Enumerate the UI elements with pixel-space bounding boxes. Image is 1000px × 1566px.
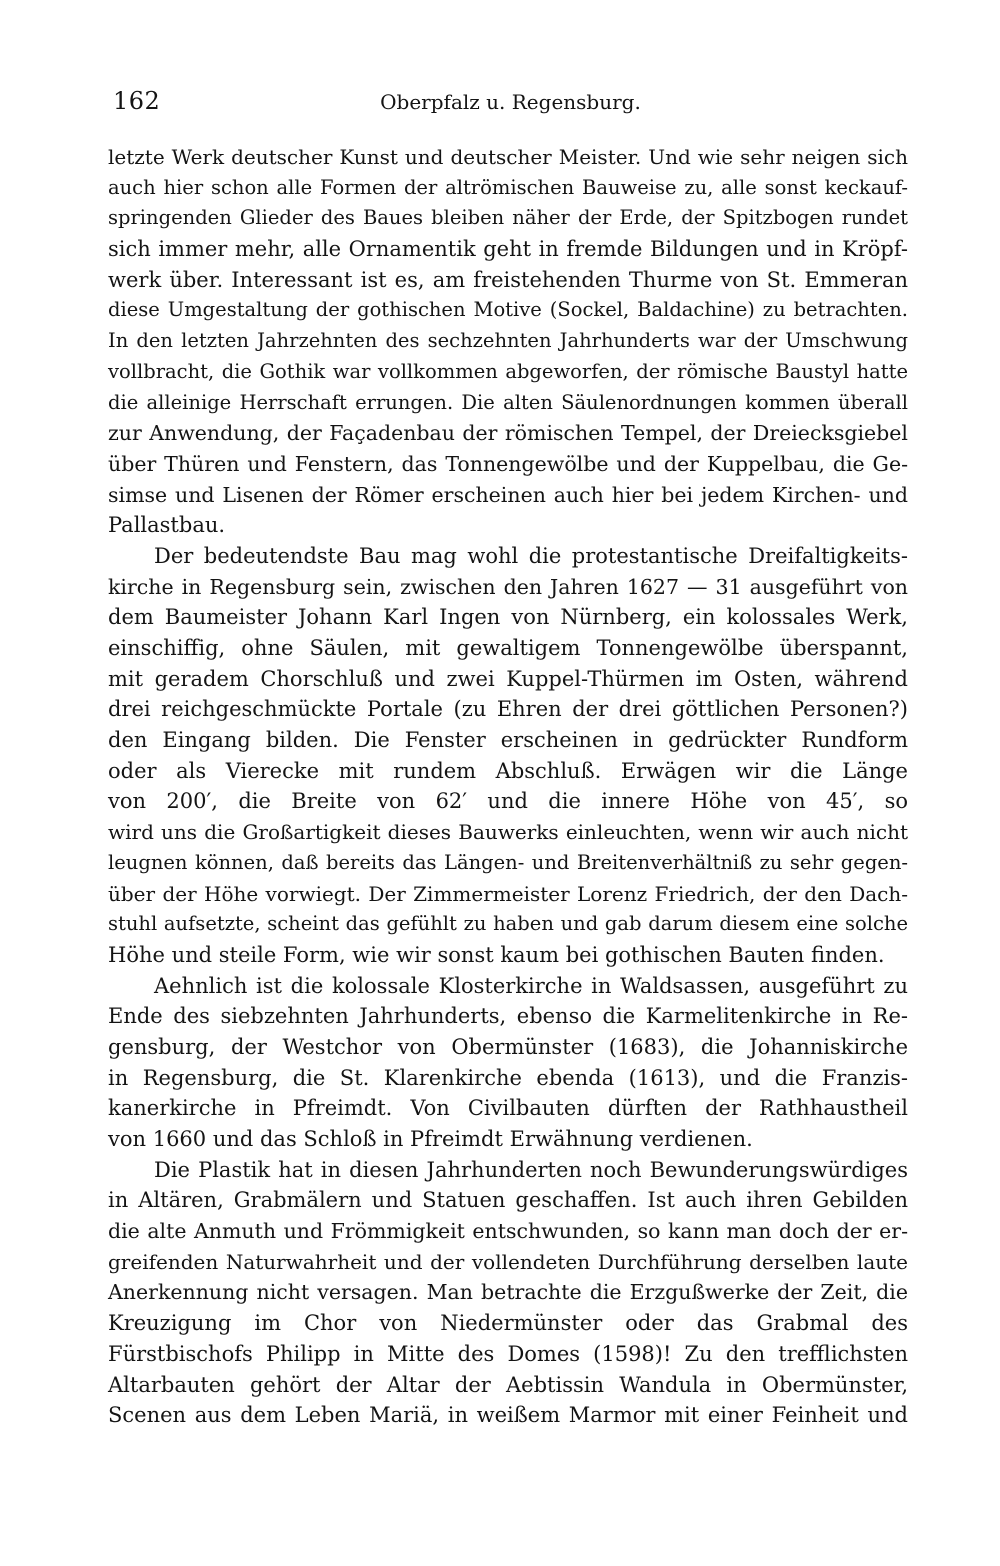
text-line: in Regensburg, die St. Klarenkirche ebenda (1613), und die Franzis- [108, 1065, 908, 1090]
text-line: Aehnlich ist die kolossale Klosterkirche in Waldsassen, ausgeführt zu [154, 973, 908, 998]
text-line: die alleinige Herrschaft errungen. Die alten Säulenordnungen kommen überall [108, 390, 908, 414]
text-line: stuhl aufsetzte, scheint das gefühlt zu haben und gab darum diesem eine solche [108, 912, 908, 936]
text-line: drei reichgeschmückte Portale (zu Ehren der drei göttlichen Personen?) [108, 697, 908, 722]
text-line: von 200′, die Breite von 62′ und die innere Höhe von 45′, so [108, 789, 908, 814]
text-line: simse und Lisenen der Römer erscheinen auch hier bei jedem Kirchen- und [108, 482, 908, 507]
text-line: springenden Glieder des Baues bleiben näher der Erde, der Spitzbogen rundet [108, 206, 908, 230]
running-title: Oberpfalz u. Regensburg. [380, 90, 641, 114]
text-line: zur Anwendung, der Façadenbau der römischen Tempel, der Dreiecksgiebel [108, 421, 908, 446]
text-line: Höhe und steile Form, wie wir sonst kaum bei gothischen Bauten finden. [108, 942, 885, 967]
page-header [113, 86, 908, 122]
text-line: Fürstbischofs Philipp in Mitte des Domes (1598)! Zu den trefflichsten [108, 1341, 908, 1366]
text-line: auch hier schon alle Formen der altrömischen Bauweise zu, alle sonst keckauf- [108, 175, 908, 199]
text-line: letzte Werk deutscher Kunst und deutscher Meister. Und wie sehr neigen sich [108, 145, 908, 169]
text-line: über Thüren und Fenstern, das Tonnengewölbe und der Kuppelbau, die Ge- [108, 451, 908, 476]
text-line: Pallastbau. [108, 513, 226, 538]
text-line: Altarbauten gehört der Altar der Aebtissin Wandula in Obermünster, [108, 1372, 908, 1397]
text-line: greifenden Naturwahrheit und der vollendeten Durchführung derselben laute [108, 1249, 908, 1274]
text-line: Die Plastik hat in diesen Jahrhunderten noch Bewunderungswürdiges [154, 1157, 908, 1182]
text-line: vollbracht, die Gothik war vollkommen abgeworfen, der römische Baustyl hatte [108, 359, 908, 383]
text-line: werk über. Interessant ist es, am freistehenden Thurme von St. Emmeran [108, 267, 908, 292]
text-line: In den letzten Jahrzehnten des sechzehnten Jahrhunderts war der Umschwung [108, 329, 908, 353]
text-line: dem Baumeister Johann Karl Ingen von Nürnberg, ein kolossales Werk, [108, 605, 908, 630]
text-line: wird uns die Großartigkeit dieses Bauwerks einleuchten, wenn wir auch nicht [108, 820, 908, 845]
text-line: kirche in Regensburg sein, zwischen den Jahren 1627 — 31 ausgeführt von [108, 574, 908, 599]
body-text [108, 142, 908, 1431]
text-line: in Altären, Grabmälern und Statuen geschaffen. Ist auch ihren Gebilden [108, 1188, 908, 1213]
text-line: Ende des siebzehnten Jahrhunderts, ebenso die Karmelitenkirche in Re- [108, 1004, 908, 1029]
text-line: Der bedeutendste Bau mag wohl die protestantische Dreifaltigkeits- [154, 543, 908, 568]
text-line: kanerkirche in Pfreimdt. Von Civilbauten dürften der Rathhaustheil [108, 1096, 908, 1121]
text-line: diese Umgestaltung der gothischen Motive (Sockel, Baldachine) zu betrachten. [108, 298, 908, 322]
text-line: Kreuzigung im Chor von Niedermünster oder das Grabmal des [108, 1311, 908, 1336]
text-line: den Eingang bilden. Die Fenster erscheinen in gedrückter Rundform [108, 728, 908, 753]
text-line: Anerkennung nicht versagen. Man betrachte die Erzgußwerke der Zeit, die [108, 1280, 908, 1305]
text-line: von 1660 und das Schloß in Pfreimdt Erwähnung verdienen. [108, 1127, 753, 1151]
text-line: leugnen können, daß bereits das Längen- und Breitenverhältniß zu sehr gegen- [108, 850, 908, 874]
page-number: 162 [113, 87, 161, 115]
text-line: sich immer mehr, alle Ornamentik geht in fremde Bildungen und in Kröpf- [108, 237, 908, 262]
text-line: gensburg, der Westchor von Obermünster (1683), die Johanniskirche [108, 1034, 908, 1059]
text-line: Scenen aus dem Leben Mariä, in weißem Marmor mit einer Feinheit und [108, 1403, 908, 1428]
text-line: über der Höhe vorwiegt. Der Zimmermeister Lorenz Friedrich, der den Dach- [108, 881, 908, 906]
text-line: einschiffig, ohne Säulen, mit gewaltigem Tonnengewölbe überspannt, [108, 636, 908, 660]
text-line: oder als Vierecke mit rundem Abschluß. Erwägen wir die Länge [108, 758, 908, 783]
text-line: die alte Anmuth und Frömmigkeit entschwunden, so kann man doch der er- [108, 1219, 908, 1244]
text-line: mit geradem Chorschluß und zwei Kuppel-Thürmen im Osten, während [108, 666, 908, 691]
